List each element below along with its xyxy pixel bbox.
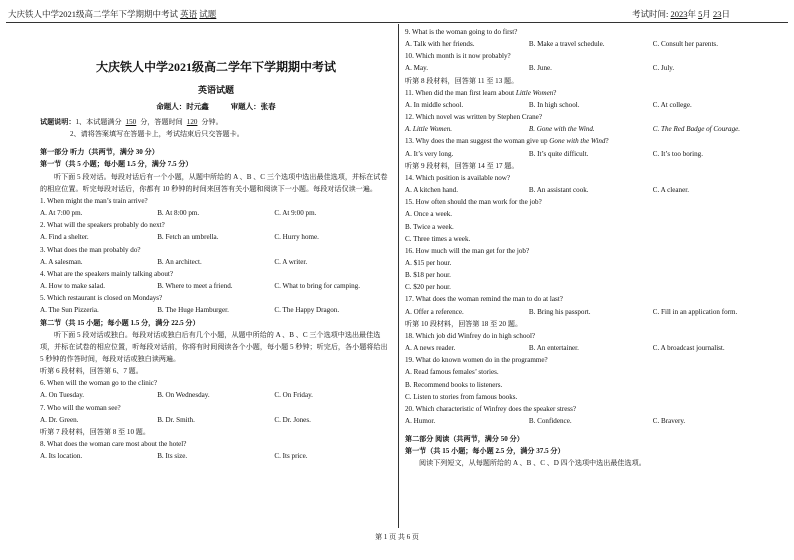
option[interactable]: C. Bravery. xyxy=(652,417,686,425)
question-18: 18. Which job did Winfrey do in high school? xyxy=(405,331,536,340)
question-11 xyxy=(405,87,777,99)
option[interactable]: B. Recommend books to listeners. xyxy=(405,380,503,389)
option[interactable]: B. Confidence. xyxy=(528,417,572,425)
option[interactable]: C. The Happy Dragon. xyxy=(274,306,340,315)
option[interactable]: A. In middle school. xyxy=(405,100,464,109)
q13-end: ? xyxy=(605,137,609,146)
option[interactable]: B. Make a travel schedule. xyxy=(528,40,605,49)
part1-title: 第一部分 听力（共两节，满分 30 分） xyxy=(40,148,159,157)
q11-book: Little Women xyxy=(515,88,554,97)
question-3-options xyxy=(40,256,392,268)
option[interactable]: B. At 8:00 pm. xyxy=(157,209,200,218)
option[interactable]: B. The Huge Hamburger. xyxy=(157,306,229,315)
option[interactable]: C. July. xyxy=(652,64,675,73)
page-title: 大庆铁人中学2021级高二学年下学期期中考试 xyxy=(95,60,336,74)
option[interactable]: A. Talk with her friends. xyxy=(405,40,475,49)
question-15: 15. How often should the man work for the job? xyxy=(405,198,542,207)
option[interactable]: B. In high school. xyxy=(528,100,580,109)
option[interactable]: C. A broadcast journalist. xyxy=(652,344,725,353)
option[interactable]: A. Read famous females’ stories. xyxy=(405,368,499,377)
option[interactable]: A. Little Women. xyxy=(405,125,453,134)
instructions-label: 试题说明： xyxy=(40,118,76,126)
option[interactable]: A. Offer a reference. xyxy=(405,307,464,316)
question-8: 8. What does the woman care most about the hotel? xyxy=(40,440,187,449)
option[interactable]: C. Listen to stories from famous books. xyxy=(405,392,518,401)
option[interactable]: C. A cleaner. xyxy=(652,186,689,195)
option[interactable]: A. A kitchen hand. xyxy=(405,186,458,195)
instr-b: 分，答题时间 xyxy=(140,118,183,126)
listen-8: 听第 8 段材料，回答第 11 至 13 题。 xyxy=(405,76,519,85)
q11-end: ? xyxy=(553,88,557,97)
left-column xyxy=(40,26,392,462)
listen-9: 听第 9 段材料，回答第 14 至 17 题。 xyxy=(405,161,519,170)
year-suffix: 年 xyxy=(687,9,696,19)
option[interactable]: C. On Friday. xyxy=(274,391,313,400)
question-4: 4. What are the speakers mainly talking about? xyxy=(40,269,174,278)
question-4-options xyxy=(40,280,392,292)
option[interactable]: C. Dr. Jones. xyxy=(274,415,311,424)
option[interactable]: A. It’s very long. xyxy=(405,149,454,158)
header-school: 大庆铁人中学2021级高二学年下学期期中考试 xyxy=(8,9,179,19)
instr-a: 1、本试题满分 xyxy=(75,118,122,126)
option[interactable]: B. Bring his passport. xyxy=(528,307,591,316)
option[interactable]: C. At 9:00 pm. xyxy=(274,209,317,218)
question-10-options xyxy=(405,62,777,74)
option[interactable]: B. Its size. xyxy=(157,452,188,461)
question-16: 16. How much will the man get for the job? xyxy=(405,246,530,255)
option[interactable]: B. $18 per hour. xyxy=(405,271,451,280)
question-14: 14. Which position is available now? xyxy=(405,173,511,182)
part2-sec1-title: 第一节（共 15 小题；每小题 2.5 分，满分 37.5 分） xyxy=(405,447,565,456)
question-18-options xyxy=(405,342,777,354)
q13-book: Gone with the Wind xyxy=(549,137,606,146)
question-14-options xyxy=(405,184,777,196)
month-suffix: 月 xyxy=(702,9,711,19)
header-subject: 英语 xyxy=(180,9,198,19)
option[interactable]: C. Its price. xyxy=(274,452,308,461)
question-10: 10. Which month is it now probably? xyxy=(405,52,511,61)
question-2: 2. What will the speakers probably do next? xyxy=(40,221,165,230)
option[interactable]: A. $15 per hour. xyxy=(405,258,452,267)
column-divider xyxy=(398,24,399,528)
question-11-options xyxy=(405,99,777,111)
listen-7: 听第 7 段材料，回答第 8 至 10 题。 xyxy=(40,427,150,436)
question-5: 5. Which restaurant is closed on Mondays? xyxy=(40,294,163,303)
sec1-intro: 听下面 5 段对话。每段对话后有一个小题，从题中所给的 A 、B 、C 三个选项中选出最佳选项，并标在试卷的相应位置。听完每段对话后，你都有 10 秒钟的时间来回答有关小题和阅读下一小题。每段对话仅读一遍。 xyxy=(40,172,388,193)
right-column xyxy=(405,26,777,470)
instructions-line2: 2、请将答案填写在答题卡上，考试结束后只交答题卡。 xyxy=(70,130,244,139)
day-suffix: 日 xyxy=(721,9,730,19)
option[interactable]: C. Three times a week. xyxy=(405,234,471,243)
option[interactable]: A. Its location. xyxy=(40,452,83,461)
sec2-intro: 听下面 5 段对话或独白。每段对话或独白后有几个小题，从题中所给的 A 、B 、C 三个选项中选出最佳选项，并标在试卷的相应位置，听每段对话前，你将有时间阅读各个小题，每小题 5 秒钟；听完后，各小题将给出 5 秒钟的作答时间，每段对话或独白读两遍。 xyxy=(40,330,388,363)
question-17: 17. What does the woman remind the man to do at last? xyxy=(405,295,563,304)
option[interactable]: A. Find a shelter. xyxy=(40,233,89,242)
question-20: 20. Which characteristic of Winfrey does the speaker stress? xyxy=(405,404,577,413)
time-month: 5 xyxy=(698,9,703,19)
question-3: 3. What does the man probably do? xyxy=(40,245,141,254)
question-6-options xyxy=(40,389,392,401)
option[interactable]: C. $20 per hour. xyxy=(405,283,451,292)
option[interactable]: A. At 7:00 pm. xyxy=(40,209,83,218)
option[interactable]: B. An assistant cook. xyxy=(528,186,589,195)
part2-title: 第二部分 阅读（共两节，满分 50 分） xyxy=(405,435,524,444)
part2-intro: 阅读下列短文，从每题所给的 A 、B 、C 、D 四个选项中选出最佳选项。 xyxy=(419,459,646,468)
option[interactable]: B. Gone with the Wind. xyxy=(528,125,595,134)
time-label: 考试时间: xyxy=(631,9,669,19)
header-paper: 试题 xyxy=(199,9,217,19)
option[interactable]: B. An architect. xyxy=(157,257,202,266)
option[interactable]: C. The Red Badge of Courage. xyxy=(652,125,741,134)
authors xyxy=(40,100,392,114)
option[interactable]: B. Fetch an umbrella. xyxy=(157,233,219,242)
option[interactable]: B. Dr. Smith. xyxy=(157,415,195,424)
question-9: 9. What is the woman going to do first? xyxy=(405,28,518,36)
question-12-options xyxy=(405,123,777,135)
question-5-options xyxy=(40,304,392,316)
option[interactable]: C. Hurry home. xyxy=(274,233,319,242)
option[interactable]: B. June. xyxy=(528,64,552,73)
question-1: 1. When might the man’s train arrive? xyxy=(40,196,148,205)
question-17-options xyxy=(405,306,777,318)
question-6: 6. When will the woman go to the clinic? xyxy=(40,379,158,388)
option[interactable]: B. Twice a week. xyxy=(405,222,454,231)
question-9-options xyxy=(405,38,777,50)
option[interactable]: C. Consult her parents. xyxy=(652,40,718,49)
q13-text: 13. Why does the man suggest the woman give up xyxy=(405,137,550,146)
option[interactable]: A. A salesman. xyxy=(40,257,83,266)
instr-score: 150 xyxy=(125,118,137,126)
option[interactable]: A. Dr. Green. xyxy=(40,415,79,424)
option[interactable]: A. How to make salad. xyxy=(40,282,106,291)
sec2-title: 第二节（共 15 小题；每小题 1.5 分，满分 22.5 分） xyxy=(40,318,200,327)
option[interactable]: B. On Wednesday. xyxy=(157,391,210,400)
header-time xyxy=(632,6,730,22)
setter: 命题人：时元鑫 xyxy=(156,102,209,111)
page-subtitle: 英语试题 xyxy=(197,85,234,95)
question-13-options xyxy=(405,148,777,160)
q11-text: 11. When did the man first learn about xyxy=(405,88,516,97)
question-7: 7. Who will the woman see? xyxy=(40,403,121,412)
option[interactable]: C. A writer. xyxy=(274,257,308,266)
instr-minutes: 120 xyxy=(186,118,198,126)
time-day: 23 xyxy=(712,9,722,19)
option[interactable]: A. The Sun Pizzeria. xyxy=(40,306,99,315)
question-2-options xyxy=(40,231,392,243)
question-7-options xyxy=(40,414,392,426)
option[interactable]: C. At college. xyxy=(652,100,692,109)
option[interactable]: A. May. xyxy=(405,64,428,73)
page-footer: 第 1 页 共 6 页 xyxy=(375,533,419,541)
option[interactable]: A. On Tuesday. xyxy=(40,391,85,400)
option[interactable]: C. It’s too boring. xyxy=(652,149,703,158)
option[interactable]: A. Humor. xyxy=(405,417,436,425)
sec1-title: 第一节（共 5 小题；每小题 1.5 分，满分 7.5 分） xyxy=(40,160,193,169)
question-1-options xyxy=(40,207,392,219)
question-8-options xyxy=(40,450,392,462)
header-left xyxy=(8,6,216,22)
option[interactable]: C. Fill in an application form. xyxy=(652,307,738,316)
reviewer: 审题人：张春 xyxy=(230,102,276,111)
option[interactable]: B. It’s quite difficult. xyxy=(528,149,589,158)
option[interactable]: B. An entertainer. xyxy=(528,344,579,353)
instr-c: 分钟。 xyxy=(201,118,223,126)
question-13 xyxy=(405,135,777,147)
page-header xyxy=(6,6,788,23)
time-year: 2023 xyxy=(670,9,688,19)
option[interactable]: A. Once a week. xyxy=(405,210,453,219)
option[interactable]: B. Where to meet a friend. xyxy=(157,282,233,291)
question-12: 12. Which novel was written by Stephen Crane? xyxy=(405,113,542,122)
listen-6: 听第 6 段材料，回答第 6、7 题。 xyxy=(40,367,143,376)
question-20-options xyxy=(405,415,777,427)
option[interactable]: C. What to bring for camping. xyxy=(274,282,360,291)
listen-10: 听第 10 段材料，回答第 18 至 20 题。 xyxy=(405,319,523,328)
question-19: 19. What do known women do in the programme? xyxy=(405,356,548,365)
instructions xyxy=(40,116,392,128)
option[interactable]: A. A news reader. xyxy=(405,344,456,353)
